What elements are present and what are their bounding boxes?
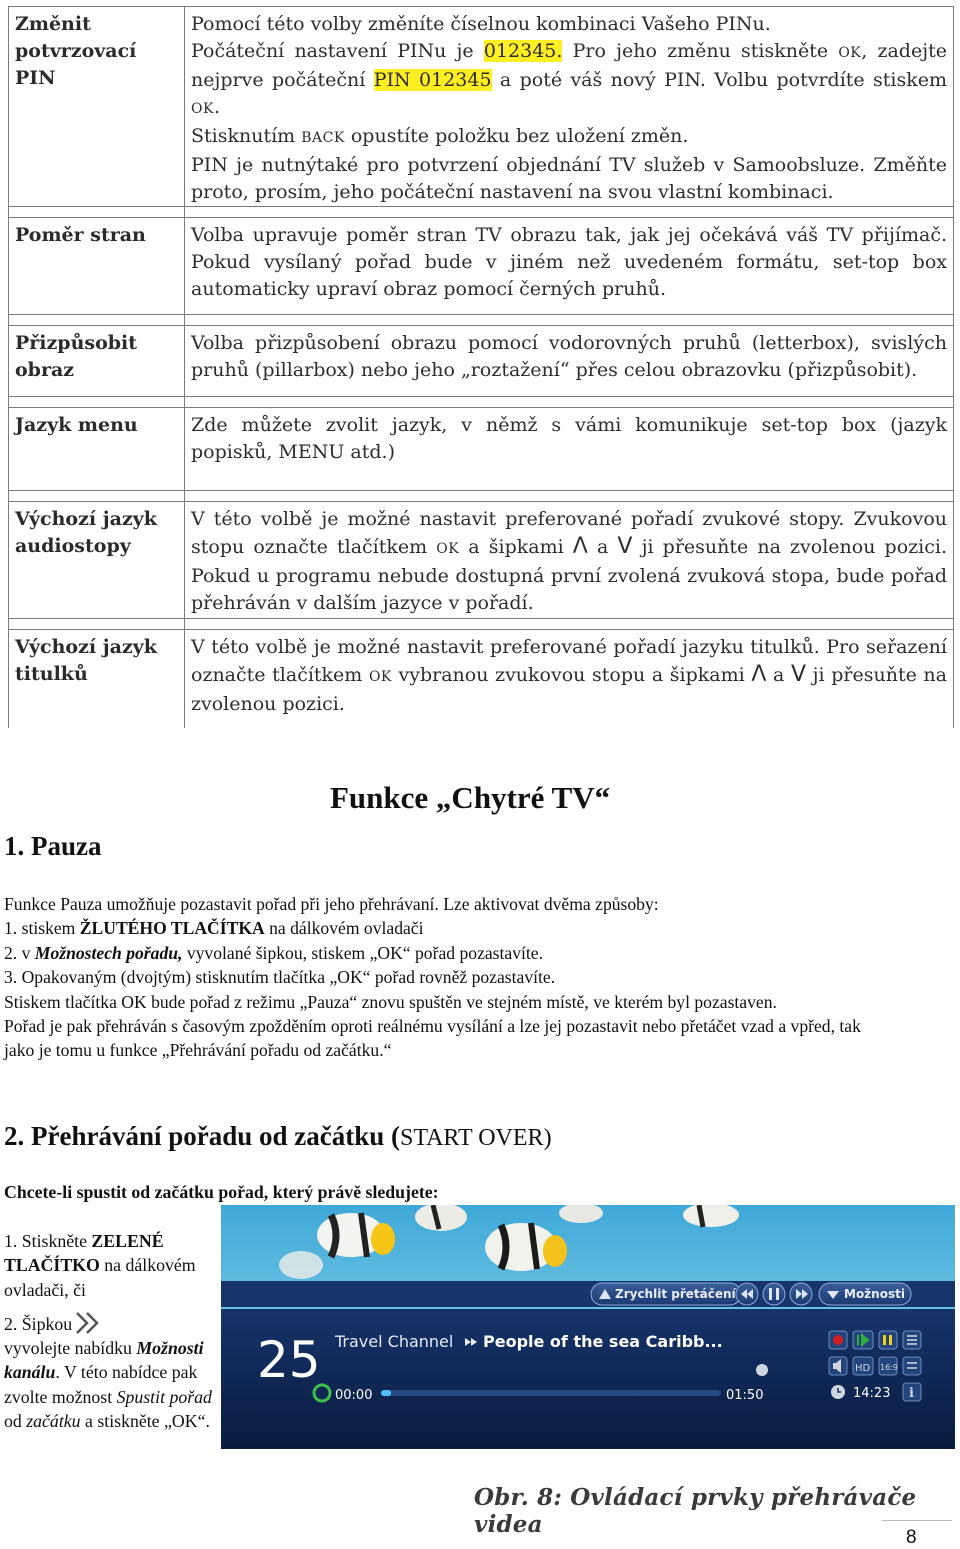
- section-heading-start-over: 2. Přehrávání pořadu od začátku (START OVER): [4, 1121, 552, 1151]
- ok-key: OK: [368, 669, 392, 685]
- start-over-intro: Chcete-li spustit od začátku pořad, který právě sledujete:: [4, 1182, 439, 1202]
- table-row: [9, 502, 954, 619]
- pause-yellow-icon: [883, 1335, 886, 1345]
- page-number: 8: [906, 1527, 917, 1548]
- page-title: Funkce „Chytré TV“: [330, 780, 611, 815]
- paragraph: Stiskem tlačítka OK bude pořad z režimu „Pauza“ znovu spuštěn ve stejném místě, ve kterém byl pozastaven.: [4, 991, 777, 1012]
- setting-label: Přizpůsobit obraz: [9, 326, 185, 397]
- paragraph: Pořad je pak přehráván s časovým zpožděním oproti reálnému vysílání a lze jej pozastavit nebo přetáčet vzad a vpřed, tak jako je tomu u funkce „Přehrávání pořadu od začátku.“: [4, 1016, 861, 1061]
- setting-description: V této volbě je možné nastavit preferované pořadí jazyku titulků. Pro seřazení označte tlačítkem OK vybranou zvukovou stopu a šipkami Λ a V ji přesuňte na zvolenou pozici.: [185, 630, 954, 729]
- player-image: [221, 1205, 955, 1449]
- time-start: 00:00: [335, 1388, 373, 1403]
- hd-label: HD: [855, 1363, 871, 1374]
- list-item: 2. Šipkou vyvolejte nabídku Možnosti kanálu. V této nabídce pak zvolte možnost Spustit pořad od začátku a stiskněte „OK“.: [4, 1310, 214, 1433]
- list-item: 1. Stiskněte ZELENÉ TLAČÍTKO na dálkovém ovladači, či: [4, 1231, 196, 1300]
- setting-label: Poměr stran: [9, 218, 185, 315]
- settings-table: [8, 6, 954, 728]
- options-label: Možnosti: [844, 1287, 905, 1301]
- pause-button[interactable]: [763, 1283, 785, 1305]
- figure-caption: Obr. 8: Ovládací prvky přehrávače videa: [474, 1484, 917, 1538]
- pause-icon: [769, 1288, 772, 1300]
- start-over-steps: [4, 1229, 214, 1433]
- footer-divider: [882, 1520, 952, 1521]
- arrow-up-icon: Λ: [572, 534, 588, 559]
- info-icon: i: [909, 1386, 914, 1401]
- channel-name: Travel Channel: [335, 1332, 454, 1351]
- setting-description: Volba přizpůsobení obrazu pomocí vodorovných pruhů (letterbox), svislých pruhů (pillarbox) nebo jeho „roztažení“ přes celou obrazovku (přizpůsobit).: [185, 326, 954, 397]
- program-title: People of the sea Caribb...: [483, 1332, 723, 1351]
- arrow-down-icon: V: [790, 662, 807, 687]
- record-icon: [833, 1335, 843, 1345]
- fast-label[interactable]: Zrychlit přetáčení: [615, 1287, 736, 1301]
- time-end: 01:50: [726, 1388, 764, 1403]
- back-key: BACK: [301, 130, 345, 146]
- setting-description: Pomocí této volby změníte číselnou kombinaci Vašeho PINu. Počáteční nastavení PINu je 012345. Pro jeho změnu stiskněte OK, zadejte nejprve počáteční PIN 012345 a poté váš nový PIN. Volbu potvrdíte stiskem OK. Stisknutím BACK opustíte položku bez uložení změn. PIN je nutnýtaké pro potvrzení objednání TV služeb v Samoobsluze. Změňte proto, prosím, jeho počáteční nastavení na svou vlastní kombinaci.: [185, 7, 954, 207]
- setting-description: V této volbě je možné nastavit preferované pořadí zvukové stopy. Zvukovou stopu označte tlačítkem OK a šipkami Λ a V ji přesuňte na zvolenou pozici. Pokud u programu nebude dostupná první zvolená zvuková stopa, bude pořad přehráván v dalším jazyce v pořadí.: [185, 502, 954, 619]
- paragraph: Funkce Pauza umožňuje pozastavit pořad při jeho přehrávaní. Lze aktivovat dvěma způsoby:: [4, 894, 659, 914]
- aspect-label: 16:9: [880, 1363, 898, 1372]
- progress-track[interactable]: [381, 1390, 721, 1396]
- double-chevron-right-icon: [74, 1310, 102, 1336]
- player-screenshot: [221, 1205, 955, 1449]
- list-item: 3. Opakovaným (dvojtým) stisknutím tlačítka „OK“ pořad rovněž pozastavíte.: [4, 967, 556, 988]
- clock-time: 14:23: [853, 1386, 891, 1401]
- table-row: [9, 630, 954, 729]
- setting-description: Volba upravuje poměr stran TV obrazu tak, jak jej očekává váš TV přijímač. Pokud vysílaný pořad bude v jiném než uvedeném formátu, set-top box automaticky upraví obraz pomocí černých pruhů.: [185, 218, 954, 315]
- arrow-up-icon: Λ: [751, 662, 767, 687]
- ok-key: OK: [191, 101, 214, 117]
- info-dot-icon: [756, 1364, 768, 1376]
- table-row: [9, 7, 954, 207]
- ok-key: OK: [436, 541, 460, 557]
- highlight: PIN 012345: [373, 69, 492, 91]
- setting-label: Výchozí jazyk audiostopy: [9, 502, 185, 619]
- progress-fill: [381, 1390, 391, 1396]
- setting-description: Zde můžete zvolit jazyk, v němž s vámi komunikuje set-top box (jazyk popisků, MENU atd.): [185, 408, 954, 491]
- pause-yellow-button[interactable]: [879, 1331, 897, 1349]
- highlight: 012345.: [483, 40, 563, 62]
- setting-label: Jazyk menu: [9, 408, 185, 491]
- setting-label: Změnit potvrzovací PIN: [9, 7, 185, 207]
- pauza-body: [4, 892, 864, 1063]
- channel-number: 25: [257, 1331, 321, 1389]
- setting-label: Výchozí jazyk titulků: [9, 630, 185, 729]
- table-row: [9, 326, 954, 397]
- section-heading-pauza: 1. Pauza: [4, 831, 102, 861]
- subtitles-button[interactable]: [903, 1357, 921, 1375]
- list-item: 1. stiskem ŽLUTÉHO TLAČÍTKA na dálkovém ovladači: [4, 918, 424, 939]
- ok-key: OK: [838, 45, 862, 61]
- table-row: [9, 408, 954, 491]
- list-item: 2. v Možnostech pořadu, vyvolané šipkou, stiskem „OK“ pořad pozastavíte.: [4, 942, 544, 963]
- arrow-down-icon: V: [617, 534, 633, 559]
- table-row: [9, 218, 954, 315]
